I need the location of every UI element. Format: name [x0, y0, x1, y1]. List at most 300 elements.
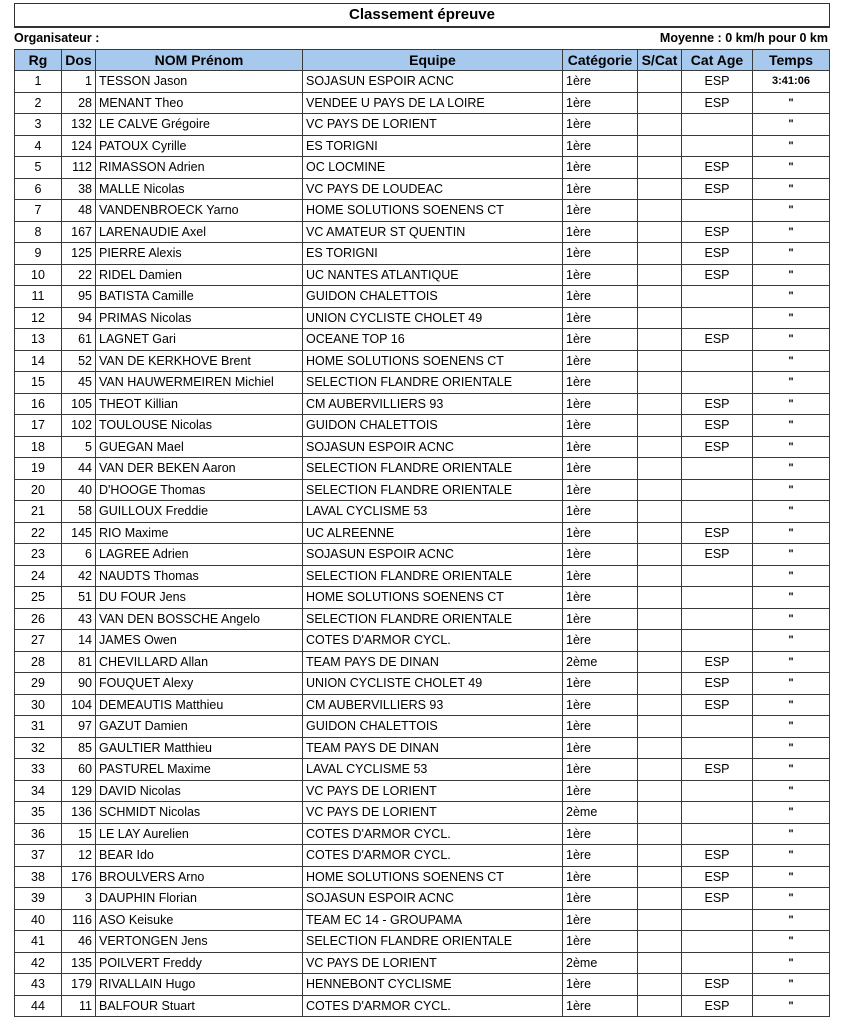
- cell-team: GUIDON CHALETTOIS: [303, 286, 563, 308]
- table-row: [15, 888, 830, 910]
- cell-age-category: [682, 587, 753, 609]
- cell-bib: 48: [62, 200, 96, 222]
- cell-category: 1ère: [563, 329, 638, 351]
- cell-time: ": [753, 436, 830, 458]
- cell-bib: 61: [62, 329, 96, 351]
- cell-team: HOME SOLUTIONS SOENENS CT: [303, 350, 563, 372]
- cell-rank: 3: [15, 114, 62, 136]
- cell-team: SELECTION FLANDRE ORIENTALE: [303, 608, 563, 630]
- cell-age-category: ESP: [682, 866, 753, 888]
- cell-bib: 46: [62, 931, 96, 953]
- cell-subcategory: [638, 952, 682, 974]
- cell-bib: 1: [62, 71, 96, 93]
- cell-subcategory: [638, 909, 682, 931]
- cell-bib: 12: [62, 845, 96, 867]
- cell-time: ": [753, 888, 830, 910]
- cell-time: ": [753, 651, 830, 673]
- cell-team: UNION CYCLISTE CHOLET 49: [303, 673, 563, 695]
- cell-time: ": [753, 200, 830, 222]
- average-speed: Moyenne : 0 km/h pour 0 km: [659, 31, 828, 45]
- cell-bib: 14: [62, 630, 96, 652]
- cell-team: SOJASUN ESPOIR ACNC: [303, 71, 563, 93]
- table-row: [15, 501, 830, 523]
- cell-rank: 36: [15, 823, 62, 845]
- table-row: [15, 372, 830, 394]
- cell-subcategory: [638, 888, 682, 910]
- cell-bib: 105: [62, 393, 96, 415]
- col-header-temps: Temps: [753, 50, 830, 71]
- cell-subcategory: [638, 651, 682, 673]
- cell-team: SELECTION FLANDRE ORIENTALE: [303, 372, 563, 394]
- cell-name: VAN HAUWERMEIREN Michiel: [96, 372, 303, 394]
- cell-name: JAMES Owen: [96, 630, 303, 652]
- cell-bib: 145: [62, 522, 96, 544]
- cell-name: LE LAY Aurelien: [96, 823, 303, 845]
- cell-bib: 81: [62, 651, 96, 673]
- cell-subcategory: [638, 823, 682, 845]
- cell-age-category: ESP: [682, 995, 753, 1017]
- cell-name: MENANT Theo: [96, 92, 303, 114]
- cell-category: 1ère: [563, 178, 638, 200]
- cell-time: ": [753, 178, 830, 200]
- cell-name: LE CALVE Grégoire: [96, 114, 303, 136]
- cell-rank: 24: [15, 565, 62, 587]
- cell-category: 1ère: [563, 92, 638, 114]
- cell-bib: 42: [62, 565, 96, 587]
- cell-bib: 22: [62, 264, 96, 286]
- cell-bib: 125: [62, 243, 96, 265]
- cell-rank: 12: [15, 307, 62, 329]
- cell-subcategory: [638, 866, 682, 888]
- cell-time: ": [753, 307, 830, 329]
- cell-bib: 28: [62, 92, 96, 114]
- cell-age-category: ESP: [682, 694, 753, 716]
- cell-team: VC PAYS DE LORIENT: [303, 802, 563, 824]
- cell-subcategory: [638, 415, 682, 437]
- cell-team: TEAM EC 14 - GROUPAMA: [303, 909, 563, 931]
- cell-time: ": [753, 866, 830, 888]
- cell-category: 1ère: [563, 888, 638, 910]
- cell-name: DU FOUR Jens: [96, 587, 303, 609]
- cell-team: COTES D'ARMOR CYCL.: [303, 995, 563, 1017]
- cell-rank: 22: [15, 522, 62, 544]
- cell-category: 1ère: [563, 372, 638, 394]
- cell-time: ": [753, 114, 830, 136]
- cell-subcategory: [638, 221, 682, 243]
- col-header-categorie: Catégorie: [563, 50, 638, 71]
- cell-age-category: [682, 931, 753, 953]
- cell-rank: 26: [15, 608, 62, 630]
- cell-age-category: ESP: [682, 974, 753, 996]
- cell-rank: 16: [15, 393, 62, 415]
- cell-time: ": [753, 92, 830, 114]
- cell-bib: 11: [62, 995, 96, 1017]
- cell-name: FOUQUET Alexy: [96, 673, 303, 695]
- cell-subcategory: [638, 608, 682, 630]
- col-header-cat-age: Cat Age: [682, 50, 753, 71]
- cell-bib: 15: [62, 823, 96, 845]
- cell-bib: 40: [62, 479, 96, 501]
- cell-age-category: ESP: [682, 415, 753, 437]
- cell-bib: 3: [62, 888, 96, 910]
- cell-name: DAVID Nicolas: [96, 780, 303, 802]
- cell-team: GUIDON CHALETTOIS: [303, 415, 563, 437]
- table-row: [15, 114, 830, 136]
- cell-subcategory: [638, 501, 682, 523]
- cell-time: ": [753, 479, 830, 501]
- cell-team: UC NANTES ATLANTIQUE: [303, 264, 563, 286]
- cell-age-category: ESP: [682, 92, 753, 114]
- cell-rank: 9: [15, 243, 62, 265]
- cell-age-category: [682, 200, 753, 222]
- cell-team: HOME SOLUTIONS SOENENS CT: [303, 200, 563, 222]
- cell-bib: 52: [62, 350, 96, 372]
- table-row: [15, 286, 830, 308]
- cell-age-category: ESP: [682, 759, 753, 781]
- cell-subcategory: [638, 458, 682, 480]
- cell-rank: 15: [15, 372, 62, 394]
- cell-rank: 19: [15, 458, 62, 480]
- cell-team: OCEANE TOP 16: [303, 329, 563, 351]
- table-row: [15, 630, 830, 652]
- table-row: [15, 544, 830, 566]
- cell-category: 1ère: [563, 608, 638, 630]
- cell-age-category: [682, 479, 753, 501]
- cell-age-category: ESP: [682, 651, 753, 673]
- table-row: [15, 823, 830, 845]
- cell-age-category: ESP: [682, 221, 753, 243]
- cell-age-category: [682, 608, 753, 630]
- cell-time: ": [753, 286, 830, 308]
- cell-team: SOJASUN ESPOIR ACNC: [303, 888, 563, 910]
- cell-age-category: [682, 135, 753, 157]
- cell-name: LAGREE Adrien: [96, 544, 303, 566]
- cell-team: CM AUBERVILLIERS 93: [303, 694, 563, 716]
- cell-time: ": [753, 458, 830, 480]
- cell-category: 1ère: [563, 135, 638, 157]
- table-row: [15, 393, 830, 415]
- table-row: [15, 673, 830, 695]
- cell-rank: 38: [15, 866, 62, 888]
- col-header-scat: S/Cat: [638, 50, 682, 71]
- cell-category: 1ère: [563, 71, 638, 93]
- organisateur-label: Organisateur :: [14, 31, 100, 45]
- table-row: [15, 587, 830, 609]
- cell-rank: 20: [15, 479, 62, 501]
- cell-time: ": [753, 350, 830, 372]
- cell-rank: 37: [15, 845, 62, 867]
- cell-name: PASTUREL Maxime: [96, 759, 303, 781]
- cell-rank: 4: [15, 135, 62, 157]
- cell-bib: 94: [62, 307, 96, 329]
- cell-category: 1ère: [563, 157, 638, 179]
- cell-time: ": [753, 845, 830, 867]
- cell-subcategory: [638, 931, 682, 953]
- cell-age-category: ESP: [682, 71, 753, 93]
- cell-subcategory: [638, 974, 682, 996]
- cell-rank: 40: [15, 909, 62, 931]
- table-row: [15, 522, 830, 544]
- cell-rank: 41: [15, 931, 62, 953]
- cell-time: ": [753, 415, 830, 437]
- cell-age-category: ESP: [682, 673, 753, 695]
- cell-age-category: [682, 909, 753, 931]
- cell-name: GUEGAN Mael: [96, 436, 303, 458]
- cell-bib: 38: [62, 178, 96, 200]
- cell-team: GUIDON CHALETTOIS: [303, 716, 563, 738]
- cell-subcategory: [638, 802, 682, 824]
- cell-time: ": [753, 587, 830, 609]
- cell-category: 2ème: [563, 952, 638, 974]
- cell-age-category: [682, 350, 753, 372]
- cell-rank: 25: [15, 587, 62, 609]
- table-row: [15, 780, 830, 802]
- table-row: [15, 264, 830, 286]
- cell-time: ": [753, 135, 830, 157]
- cell-subcategory: [638, 587, 682, 609]
- cell-category: 1ère: [563, 716, 638, 738]
- cell-name: BATISTA Camille: [96, 286, 303, 308]
- cell-rank: 34: [15, 780, 62, 802]
- cell-rank: 32: [15, 737, 62, 759]
- table-row: [15, 92, 830, 114]
- cell-category: 1ère: [563, 286, 638, 308]
- cell-category: 1ère: [563, 350, 638, 372]
- cell-name: MALLE Nicolas: [96, 178, 303, 200]
- cell-name: PATOUX Cyrille: [96, 135, 303, 157]
- table-row: [15, 909, 830, 931]
- cell-team: VENDEE U PAYS DE LA LOIRE: [303, 92, 563, 114]
- cell-time: ": [753, 630, 830, 652]
- cell-bib: 51: [62, 587, 96, 609]
- cell-time: ": [753, 565, 830, 587]
- table-row: [15, 479, 830, 501]
- cell-subcategory: [638, 995, 682, 1017]
- cell-subcategory: [638, 178, 682, 200]
- cell-team: HOME SOLUTIONS SOENENS CT: [303, 866, 563, 888]
- cell-subcategory: [638, 479, 682, 501]
- col-header-dos: Dos: [62, 50, 96, 71]
- cell-rank: 43: [15, 974, 62, 996]
- table-row: [15, 458, 830, 480]
- cell-subcategory: [638, 243, 682, 265]
- cell-subcategory: [638, 522, 682, 544]
- cell-name: DEMEAUTIS Matthieu: [96, 694, 303, 716]
- cell-category: 1ère: [563, 221, 638, 243]
- table-row: [15, 931, 830, 953]
- cell-age-category: [682, 307, 753, 329]
- cell-rank: 14: [15, 350, 62, 372]
- cell-rank: 39: [15, 888, 62, 910]
- cell-team: COTES D'ARMOR CYCL.: [303, 845, 563, 867]
- cell-subcategory: [638, 92, 682, 114]
- cell-category: 1ère: [563, 544, 638, 566]
- cell-subcategory: [638, 565, 682, 587]
- table-row: [15, 71, 830, 93]
- cell-time: ": [753, 780, 830, 802]
- cell-time: ": [753, 264, 830, 286]
- cell-rank: 33: [15, 759, 62, 781]
- cell-rank: 28: [15, 651, 62, 673]
- cell-time: ": [753, 952, 830, 974]
- table-row: [15, 350, 830, 372]
- cell-age-category: ESP: [682, 393, 753, 415]
- cell-category: 2ème: [563, 802, 638, 824]
- cell-age-category: ESP: [682, 845, 753, 867]
- cell-name: GAULTIER Matthieu: [96, 737, 303, 759]
- cell-name: LARENAUDIE Axel: [96, 221, 303, 243]
- col-header-rg: Rg: [15, 50, 62, 71]
- cell-age-category: [682, 823, 753, 845]
- cell-age-category: ESP: [682, 157, 753, 179]
- cell-rank: 18: [15, 436, 62, 458]
- cell-category: 1ère: [563, 866, 638, 888]
- cell-time: ": [753, 759, 830, 781]
- cell-category: 1ère: [563, 415, 638, 437]
- cell-category: 1ère: [563, 909, 638, 931]
- cell-subcategory: [638, 436, 682, 458]
- cell-name: DAUPHIN Florian: [96, 888, 303, 910]
- cell-time: ": [753, 673, 830, 695]
- cell-team: SOJASUN ESPOIR ACNC: [303, 436, 563, 458]
- cell-rank: 30: [15, 694, 62, 716]
- table-row: [15, 178, 830, 200]
- cell-bib: 58: [62, 501, 96, 523]
- cell-name: VAN DER BEKEN Aaron: [96, 458, 303, 480]
- cell-category: 1ère: [563, 200, 638, 222]
- cell-team: SELECTION FLANDRE ORIENTALE: [303, 458, 563, 480]
- cell-team: VC PAYS DE LORIENT: [303, 952, 563, 974]
- cell-age-category: ESP: [682, 888, 753, 910]
- cell-rank: 8: [15, 221, 62, 243]
- cell-category: 1ère: [563, 737, 638, 759]
- cell-bib: 43: [62, 608, 96, 630]
- table-row: [15, 995, 830, 1017]
- cell-team: COTES D'ARMOR CYCL.: [303, 823, 563, 845]
- cell-name: GUILLOUX Freddie: [96, 501, 303, 523]
- cell-bib: 6: [62, 544, 96, 566]
- cell-rank: 5: [15, 157, 62, 179]
- cell-time: ": [753, 544, 830, 566]
- cell-time: ": [753, 608, 830, 630]
- cell-category: 2ème: [563, 651, 638, 673]
- cell-time: ": [753, 329, 830, 351]
- cell-age-category: [682, 114, 753, 136]
- cell-subcategory: [638, 135, 682, 157]
- cell-team: LAVAL CYCLISME 53: [303, 759, 563, 781]
- table-row: [15, 759, 830, 781]
- cell-category: 1ère: [563, 458, 638, 480]
- cell-bib: 95: [62, 286, 96, 308]
- table-row: [15, 952, 830, 974]
- cell-bib: 104: [62, 694, 96, 716]
- table-row: [15, 221, 830, 243]
- cell-name: BROULVERS Arno: [96, 866, 303, 888]
- cell-bib: 5: [62, 436, 96, 458]
- table-row: [15, 200, 830, 222]
- cell-age-category: [682, 737, 753, 759]
- cell-team: UC ALREENNE: [303, 522, 563, 544]
- cell-rank: 29: [15, 673, 62, 695]
- cell-subcategory: [638, 114, 682, 136]
- cell-age-category: ESP: [682, 264, 753, 286]
- cell-name: TESSON Jason: [96, 71, 303, 93]
- cell-subcategory: [638, 286, 682, 308]
- cell-category: 1ère: [563, 393, 638, 415]
- cell-bib: 102: [62, 415, 96, 437]
- header-row: [15, 50, 830, 71]
- cell-rank: 10: [15, 264, 62, 286]
- table-row: [15, 307, 830, 329]
- cell-subcategory: [638, 673, 682, 695]
- cell-bib: 85: [62, 737, 96, 759]
- cell-rank: 21: [15, 501, 62, 523]
- cell-bib: 136: [62, 802, 96, 824]
- cell-bib: 116: [62, 909, 96, 931]
- cell-rank: 1: [15, 71, 62, 93]
- cell-subcategory: [638, 350, 682, 372]
- cell-time: ": [753, 157, 830, 179]
- cell-team: ES TORIGNI: [303, 243, 563, 265]
- cell-team: TEAM PAYS DE DINAN: [303, 737, 563, 759]
- table-row: [15, 565, 830, 587]
- cell-subcategory: [638, 737, 682, 759]
- cell-name: GAZUT Damien: [96, 716, 303, 738]
- cell-time: ": [753, 501, 830, 523]
- cell-team: TEAM PAYS DE DINAN: [303, 651, 563, 673]
- cell-age-category: ESP: [682, 329, 753, 351]
- cell-age-category: ESP: [682, 522, 753, 544]
- cell-rank: 44: [15, 995, 62, 1017]
- cell-category: 1ère: [563, 307, 638, 329]
- cell-subcategory: [638, 716, 682, 738]
- table-row: [15, 866, 830, 888]
- cell-category: 1ère: [563, 522, 638, 544]
- cell-name: D'HOOGE Thomas: [96, 479, 303, 501]
- cell-category: 1ère: [563, 243, 638, 265]
- cell-time: ": [753, 372, 830, 394]
- table-row: [15, 737, 830, 759]
- cell-time: ": [753, 694, 830, 716]
- cell-age-category: ESP: [682, 243, 753, 265]
- table-row: [15, 157, 830, 179]
- cell-name: PIERRE Alexis: [96, 243, 303, 265]
- cell-team: VC PAYS DE LORIENT: [303, 114, 563, 136]
- cell-bib: 135: [62, 952, 96, 974]
- cell-category: 1ère: [563, 694, 638, 716]
- table-row: [15, 651, 830, 673]
- cell-name: RIO Maxime: [96, 522, 303, 544]
- cell-name: RIVALLAIN Hugo: [96, 974, 303, 996]
- cell-name: RIMASSON Adrien: [96, 157, 303, 179]
- cell-subcategory: [638, 329, 682, 351]
- cell-time: ": [753, 393, 830, 415]
- cell-team: VC PAYS DE LOUDEAC: [303, 178, 563, 200]
- cell-team: UNION CYCLISTE CHOLET 49: [303, 307, 563, 329]
- cell-name: VANDENBROECK Yarno: [96, 200, 303, 222]
- cell-name: NAUDTS Thomas: [96, 565, 303, 587]
- cell-category: 1ère: [563, 565, 638, 587]
- cell-name: VERTONGEN Jens: [96, 931, 303, 953]
- cell-bib: 60: [62, 759, 96, 781]
- cell-rank: 11: [15, 286, 62, 308]
- table-row: [15, 608, 830, 630]
- cell-subcategory: [638, 372, 682, 394]
- cell-age-category: [682, 780, 753, 802]
- cell-team: VC PAYS DE LORIENT: [303, 780, 563, 802]
- cell-team: HOME SOLUTIONS SOENENS CT: [303, 587, 563, 609]
- cell-rank: 17: [15, 415, 62, 437]
